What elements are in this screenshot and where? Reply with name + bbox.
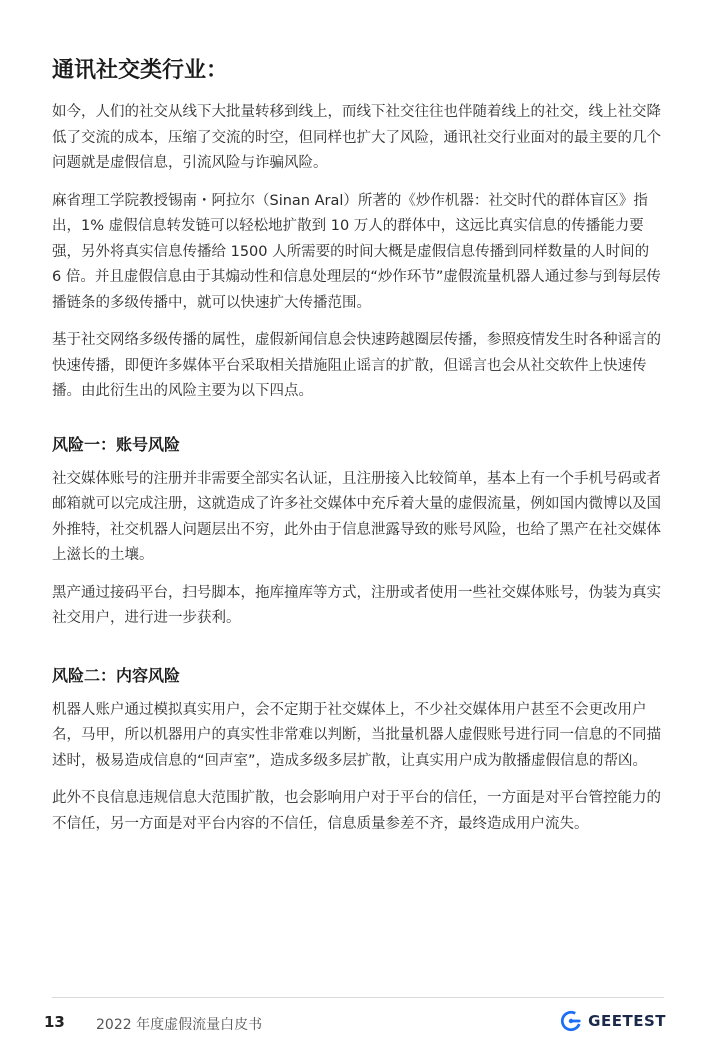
footer-divider bbox=[52, 997, 664, 998]
main-content bbox=[52, 56, 662, 849]
geetest-logo-icon bbox=[560, 1010, 582, 1032]
risk2-paragraph-2: 此外不良信息违规信息大范围扩散，也会影响用户对于平台的信任，一方面是对平台管控能力的不信任，另一方面是对平台内容的不信任，信息质量参差不齐，最终造成用户流失。 bbox=[52, 790, 661, 832]
brand-name: GEETEST bbox=[588, 1012, 666, 1030]
risk1-heading: 风险一：账号风险 bbox=[52, 434, 181, 454]
footer-brand bbox=[560, 1010, 666, 1032]
intro-paragraph-1: 如今，人们的社交从线下大批量转移到线上，而线下社交往往也伴随着线上的社交，线上社交降低了交流的成本，压缩了交流的时空，但同样也扩大了风险，通讯社交行业面对的最主要的几个问题就是虚假信息，引流风险与诈骗风险。 bbox=[52, 104, 661, 171]
risk2-heading: 风险二：内容风险 bbox=[52, 665, 181, 685]
risk1-paragraph-2: 黑产通过接码平台，扫号脚本，拖库撞库等方式，注册或者使用一些社交媒体账号，伪装为真实社交用户，进行进一步获利。 bbox=[52, 584, 661, 626]
risk1-paragraph-1: 社交媒体账号的注册并非需要全部实名认证，且注册接入比较简单，基本上有一个手机号码或者邮箱就可以完成注册，这就造成了许多社交媒体中充斥着大量的虚假流量，例如国内微博以及国外推特，社交机器人问题层出不穷，此外由于信息泄露导致的账号风险，也给了黑产在社交媒体上滋长的土壤。 bbox=[52, 470, 661, 563]
footer-doc-title: 2022 年度虚假流量白皮书 bbox=[96, 1017, 263, 1033]
intro-paragraph-2: 麻省理工学院教授锡南・阿拉尔（Sinan Aral）所著的《炒作机器：社交时代的群体盲区》指出，1% 虚假信息转发链可以轻松地扩散到 10 万人的群体中，这远比真实信息的传播能力要强，另外将真实信息传播给 1500 人所需要的时间大概是虚假信息传播到同样数量的人时间的 6 倍。并且虚假信息由于其煽动性和信息处理层的“炒作环节”虚假流量机器人通过参与到每层传播链条的多级传播中，就可以快速扩大传播范围。 bbox=[52, 192, 661, 311]
risk2-paragraph-1: 机器人账户通过模拟真实用户，会不定期于社交媒体上，不少社交媒体用户甚至不会更改用户名，马甲，所以机器用户的真实性非常难以判断，当批量机器人虚假账号进行同一信息的不同描述时，极易造成信息的“回声室”，造成多级多层扩散，让真实用户成为散播虚假信息的帮凶。 bbox=[52, 701, 661, 769]
section-title: 通讯社交类行业： bbox=[52, 58, 229, 83]
page-number: 13 bbox=[44, 1013, 65, 1031]
intro-paragraph-3: 基于社交网络多级传播的属性，虚假新闻信息会快速跨越圈层传播，参照疫情发生时各种谣言的快速传播，即便许多媒体平台采取相关措施阻止谣言的扩散，但谣言也会从社交软件上快速传播。由此衍生出的风险主要为以下四点。 bbox=[52, 332, 661, 399]
